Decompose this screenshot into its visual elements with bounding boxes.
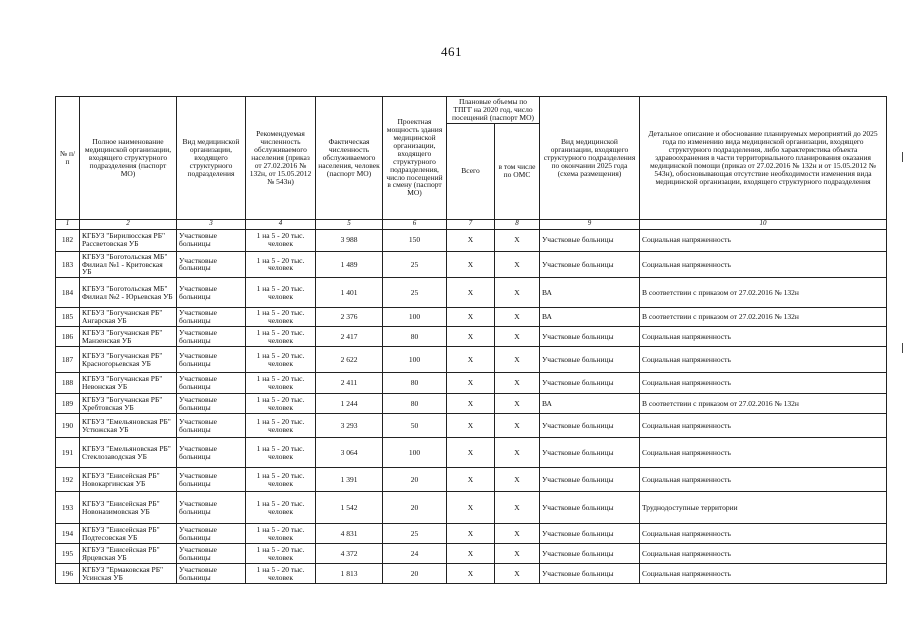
design-capacity: 100 <box>383 347 447 373</box>
column-index: 8 <box>495 219 540 229</box>
header-org-name: Полное наименование медицинской организации, входящего структурного подразделения (паспорт МО) <box>80 97 177 220</box>
org-name: КГБУЗ "Богучанская РБ" Хребтовская УБ <box>80 394 177 414</box>
target-kind: Участковые больницы <box>540 229 640 251</box>
planned-total: X <box>447 414 495 438</box>
planned-oms: X <box>495 544 540 564</box>
org-name: КГБУЗ "Богучанская РБ" Ангарская УБ <box>80 308 177 327</box>
org-kind: Участковые больницы <box>177 564 246 584</box>
header-org-kind: Вид медицинской организации, входящего структурного подразделения <box>177 97 246 220</box>
planned-total: X <box>447 468 495 492</box>
row-number: 195 <box>56 544 80 564</box>
design-capacity: 80 <box>383 327 447 347</box>
recommended-population: 1 на 5 - 20 тыс. человек <box>246 394 316 414</box>
org-name: КГБУЗ "Енисейская РБ" Ярцевская УБ <box>80 544 177 564</box>
column-index: 1 <box>56 219 80 229</box>
column-index: 6 <box>383 219 447 229</box>
design-capacity: 20 <box>383 492 447 524</box>
recommended-population: 1 на 5 - 20 тыс. человек <box>246 347 316 373</box>
planned-oms: X <box>495 468 540 492</box>
table-row <box>56 524 887 544</box>
org-kind: Участковые больницы <box>177 544 246 564</box>
org-name: КГБУЗ "Емельяновская РБ" Стеклозаводская УБ <box>80 438 177 468</box>
planned-total: X <box>447 373 495 394</box>
org-kind: Участковые больницы <box>177 229 246 251</box>
org-name: КГБУЗ "Енисейская РБ" Новоназимовская УБ <box>80 492 177 524</box>
planned-total: X <box>447 564 495 584</box>
planned-total: X <box>447 278 495 308</box>
design-capacity: 25 <box>383 251 447 278</box>
planned-total: X <box>447 308 495 327</box>
recommended-population: 1 на 5 - 20 тыс. человек <box>246 438 316 468</box>
planned-oms: X <box>495 251 540 278</box>
table-header <box>56 97 887 230</box>
org-name: КГБУЗ "Боготольская МБ" Филиал №2 - Юрьевская УБ <box>80 278 177 308</box>
table-row <box>56 438 887 468</box>
row-number: 185 <box>56 308 80 327</box>
actual-population: 2 417 <box>316 327 383 347</box>
design-capacity: 25 <box>383 524 447 544</box>
description: В соответствии с приказом от 27.02.2016 № 132н <box>640 394 887 414</box>
org-kind: Участковые больницы <box>177 251 246 278</box>
actual-population: 1 391 <box>316 468 383 492</box>
target-kind: Участковые больницы <box>540 373 640 394</box>
description: Социальная напряженность <box>640 229 887 251</box>
actual-population: 4 831 <box>316 524 383 544</box>
column-index: 2 <box>80 219 177 229</box>
row-number: 189 <box>56 394 80 414</box>
description: Социальная напряженность <box>640 251 887 278</box>
row-number: 190 <box>56 414 80 438</box>
table-row <box>56 468 887 492</box>
table-row <box>56 229 887 251</box>
org-name: КГБУЗ "Богучанская РБ" Красногорьевская УБ <box>80 347 177 373</box>
planned-total: X <box>447 544 495 564</box>
recommended-population: 1 на 5 - 20 тыс. человек <box>246 278 316 308</box>
header-oms: в том числе по ОМС <box>495 123 540 219</box>
planned-total: X <box>447 251 495 278</box>
recommended-population: 1 на 5 - 20 тыс. человек <box>246 492 316 524</box>
description: Социальная напряженность <box>640 524 887 544</box>
column-index: 7 <box>447 219 495 229</box>
target-kind: Участковые больницы <box>540 347 640 373</box>
actual-population: 3 988 <box>316 229 383 251</box>
table-row <box>56 394 887 414</box>
register-table <box>55 96 887 584</box>
target-kind: ВА <box>540 394 640 414</box>
row-number: 191 <box>56 438 80 468</box>
planned-oms: X <box>495 278 540 308</box>
column-index: 4 <box>246 219 316 229</box>
table-row <box>56 373 887 394</box>
description: Труднодоступные территории <box>640 492 887 524</box>
planned-oms: X <box>495 492 540 524</box>
table-body <box>56 229 887 583</box>
actual-population: 1 489 <box>316 251 383 278</box>
org-name: КГБУЗ "Богучанская РБ" Невонская УБ <box>80 373 177 394</box>
recommended-population: 1 на 5 - 20 тыс. человек <box>246 544 316 564</box>
actual-population: 4 372 <box>316 544 383 564</box>
design-capacity: 24 <box>383 544 447 564</box>
recommended-population: 1 на 5 - 20 тыс. человек <box>246 229 316 251</box>
org-name: КГБУЗ "Енисейская РБ" Подтесовская УБ <box>80 524 177 544</box>
description: Социальная напряженность <box>640 544 887 564</box>
target-kind: Участковые больницы <box>540 544 640 564</box>
column-index-row <box>56 219 887 229</box>
table-row <box>56 327 887 347</box>
target-kind: ВА <box>540 308 640 327</box>
row-number: 182 <box>56 229 80 251</box>
actual-population: 2 622 <box>316 347 383 373</box>
page-number: 461 <box>441 44 462 59</box>
table-row <box>56 308 887 327</box>
row-number: 187 <box>56 347 80 373</box>
design-capacity: 100 <box>383 438 447 468</box>
table-row <box>56 347 887 373</box>
description: Социальная напряженность <box>640 347 887 373</box>
org-name: КГБУЗ "Енисейская РБ" Новокаргинская УБ <box>80 468 177 492</box>
description: Социальная напряженность <box>640 438 887 468</box>
planned-total: X <box>447 347 495 373</box>
table-row <box>56 251 887 278</box>
org-kind: Участковые больницы <box>177 327 246 347</box>
description: Социальная напряженность <box>640 327 887 347</box>
org-kind: Участковые больницы <box>177 524 246 544</box>
org-kind: Участковые больницы <box>177 394 246 414</box>
row-number: 183 <box>56 251 80 278</box>
column-index: 9 <box>540 219 640 229</box>
planned-total: X <box>447 394 495 414</box>
table-row <box>56 544 887 564</box>
org-kind: Участковые больницы <box>177 468 246 492</box>
design-capacity: 100 <box>383 308 447 327</box>
planned-total: X <box>447 492 495 524</box>
planned-oms: X <box>495 438 540 468</box>
design-capacity: 20 <box>383 564 447 584</box>
description: В соответствии с приказом от 27.02.2016 № 132н <box>640 278 887 308</box>
design-capacity: 80 <box>383 394 447 414</box>
planned-oms: X <box>495 347 540 373</box>
header-target-kind: Вид медицинской организации, входящего структурного подразделения по окончании 2025 года (схема размещения) <box>540 97 640 220</box>
target-kind: Участковые больницы <box>540 251 640 278</box>
actual-population: 3 293 <box>316 414 383 438</box>
org-kind: Участковые больницы <box>177 373 246 394</box>
design-capacity: 50 <box>383 414 447 438</box>
column-index: 3 <box>177 219 246 229</box>
recommended-population: 1 на 5 - 20 тыс. человек <box>246 308 316 327</box>
org-name: КГБУЗ "Боготольская МБ" Филиал №1 - Критовская УБ <box>80 251 177 278</box>
header-planned-volumes: Плановые объемы по ТПГГ на 2020 год, число посещений (паспорт МО) <box>447 97 540 124</box>
target-kind: Участковые больницы <box>540 492 640 524</box>
description: В соответствии с приказом от 27.02.2016 № 132н <box>640 308 887 327</box>
actual-population: 1 542 <box>316 492 383 524</box>
row-number: 192 <box>56 468 80 492</box>
row-number: 186 <box>56 327 80 347</box>
header-actual-population: Фактическая численность обслуживаемого населения, человек (паспорт МО) <box>316 97 383 220</box>
design-capacity: 80 <box>383 373 447 394</box>
planned-total: X <box>447 438 495 468</box>
recommended-population: 1 на 5 - 20 тыс. человек <box>246 414 316 438</box>
actual-population: 1 401 <box>316 278 383 308</box>
planned-total: X <box>447 524 495 544</box>
org-kind: Участковые больницы <box>177 308 246 327</box>
actual-population: 3 064 <box>316 438 383 468</box>
planned-oms: X <box>495 373 540 394</box>
description: Социальная напряженность <box>640 468 887 492</box>
planned-total: X <box>447 229 495 251</box>
recommended-population: 1 на 5 - 20 тыс. человек <box>246 468 316 492</box>
org-name: КГБУЗ "Бирилюсская РБ" Рассветовская УБ <box>80 229 177 251</box>
target-kind: Участковые больницы <box>540 438 640 468</box>
actual-population: 1 813 <box>316 564 383 584</box>
org-kind: Участковые больницы <box>177 278 246 308</box>
header-description: Детальное описание и обоснование планируемых мероприятий до 2025 года по изменению вида медицинской организации, входящего структурного подразделения, либо характеристика объекта здравоохранения в части территориального планирования оказания медицинской помощи (приказ от 27.02.2016 № 132н и от 15.05.2012 № 543н), обосновывающая отсутствие необходимости изменения вида медицинской организации, входящего структурного подразделения <box>640 97 887 220</box>
row-number: 193 <box>56 492 80 524</box>
planned-oms: X <box>495 327 540 347</box>
design-capacity: 20 <box>383 468 447 492</box>
target-kind: Участковые больницы <box>540 524 640 544</box>
table-row <box>56 564 887 584</box>
description: Социальная напряженность <box>640 373 887 394</box>
header-total: Всего <box>447 123 495 219</box>
org-kind: Участковые больницы <box>177 414 246 438</box>
target-kind: Участковые больницы <box>540 327 640 347</box>
row-number: 196 <box>56 564 80 584</box>
org-name: КГБУЗ "Богучанская РБ" Манзенская УБ <box>80 327 177 347</box>
planned-oms: X <box>495 524 540 544</box>
table-row <box>56 278 887 308</box>
recommended-population: 1 на 5 - 20 тыс. человек <box>246 524 316 544</box>
description: Социальная напряженность <box>640 414 887 438</box>
planned-oms: X <box>495 308 540 327</box>
table-row <box>56 492 887 524</box>
row-number: 184 <box>56 278 80 308</box>
column-index: 5 <box>316 219 383 229</box>
row-number: 194 <box>56 524 80 544</box>
design-capacity: 25 <box>383 278 447 308</box>
header-design-capacity: Проектная мощность здания медицинской организации, входящего структурного подразделения, число посещений в смену (паспорт МО) <box>383 97 447 220</box>
recommended-population: 1 на 5 - 20 тыс. человек <box>246 564 316 584</box>
target-kind: Участковые больницы <box>540 564 640 584</box>
row-number: 188 <box>56 373 80 394</box>
actual-population: 1 244 <box>316 394 383 414</box>
column-index: 10 <box>640 219 887 229</box>
actual-population: 2 376 <box>316 308 383 327</box>
org-kind: Участковые больницы <box>177 347 246 373</box>
planned-oms: X <box>495 564 540 584</box>
target-kind: ВА <box>540 278 640 308</box>
header-recommended: Рекомендуемая численность обслуживаемого населения (приказ от 27.02.2016 № 132н, от 15.05.2012 № 543н) <box>246 97 316 220</box>
org-name: КГБУЗ "Ермаковская РБ" Усинская УБ <box>80 564 177 584</box>
description: Социальная напряженность <box>640 564 887 584</box>
org-kind: Участковые больницы <box>177 438 246 468</box>
actual-population: 2 411 <box>316 373 383 394</box>
recommended-population: 1 на 5 - 20 тыс. человек <box>246 373 316 394</box>
planned-total: X <box>447 327 495 347</box>
org-kind: Участковые больницы <box>177 492 246 524</box>
org-name: КГБУЗ "Емельяновская РБ" Устюжская УБ <box>80 414 177 438</box>
recommended-population: 1 на 5 - 20 тыс. человек <box>246 251 316 278</box>
design-capacity: 150 <box>383 229 447 251</box>
recommended-population: 1 на 5 - 20 тыс. человек <box>246 327 316 347</box>
planned-oms: X <box>495 394 540 414</box>
planned-oms: X <box>495 414 540 438</box>
target-kind: Участковые больницы <box>540 414 640 438</box>
planned-oms: X <box>495 229 540 251</box>
target-kind: Участковые больницы <box>540 468 640 492</box>
header-number: № п/п <box>56 97 80 220</box>
table-row <box>56 414 887 438</box>
